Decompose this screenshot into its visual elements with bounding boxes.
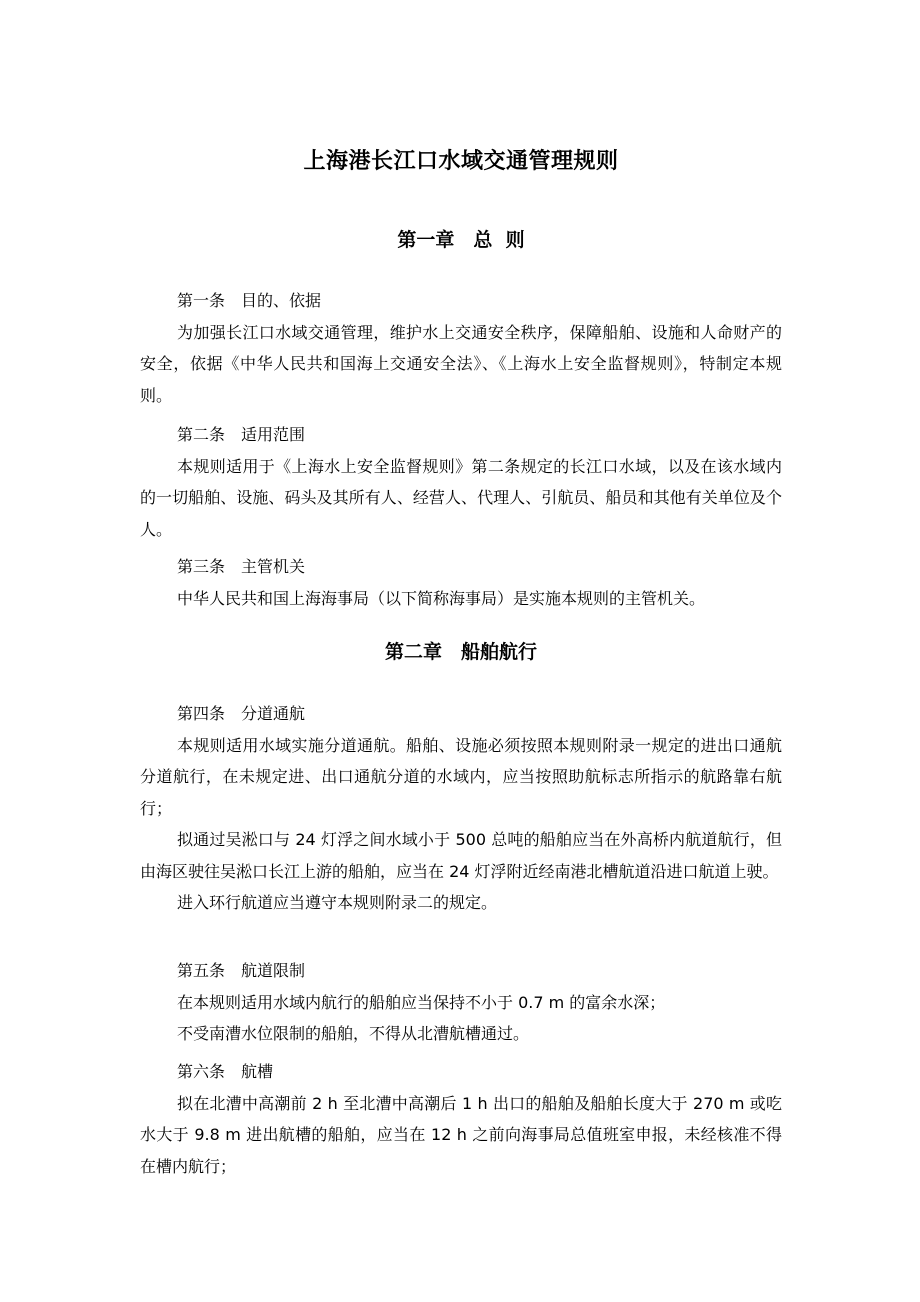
article-paragraph: 进入环行航道应当遵守本规则附录二的规定。 (177, 893, 498, 912)
document-title: 上海港长江口水域交通管理规则 (303, 149, 619, 174)
article-heading: 第四条 分道通航 (177, 704, 306, 723)
article-paragraph: 拟通过吴淞口与 24 灯浮之间水域小于 500 总吨的船舶应当在外高桥内航道航行，但由海区驶往吴淞口长江上游的船舶，应当在 24 灯浮附近经南港北槽航道沿进口航道上驶。 (140, 830, 782, 881)
article-2 (140, 419, 782, 545)
article-3 (140, 551, 782, 614)
article-paragraph: 不受南漕水位限制的船舶，不得从北漕航槽通过。 (177, 1024, 530, 1043)
article-paragraph: 拟在北漕中高潮前 2 h 至北漕中高潮后 1 h 出口的船舶及船舶长度大于 270 m 或吃水大于 9.8 m 进出航槽的船舶，应当在 12 h 之前向海事局总值班室申报，未经核准不得在槽内航行； (140, 1093, 782, 1176)
chapter-heading: 第一章 总 则 (397, 229, 525, 251)
article-heading: 第六条 航槽 (177, 1062, 274, 1081)
article-paragraph: 在本规则适用水域内航行的船舶应当保持不小于 0.7 m 的富余水深； (177, 992, 666, 1012)
article-heading: 第五条 航道限制 (177, 961, 306, 980)
article-6 (140, 1056, 782, 1182)
chapter-heading: 第二章 船舶航行 (384, 641, 537, 663)
article-heading: 第一条 目的、依据 (177, 291, 322, 310)
article-heading: 第二条 适用范围 (177, 425, 306, 444)
article-paragraph: 本规则适用水域实施分道通航。船舶、设施必须按照本规则附录一规定的进出口通航分道航行，在未规定进、出口通航分道的水域内，应当按照助航标志所指示的航路靠右航行； (140, 735, 782, 818)
article-heading: 第三条 主管机关 (177, 557, 306, 576)
article-paragraph: 中华人民共和国上海海事局（以下简称海事局）是实施本规则的主管机关。 (177, 588, 706, 608)
article-1 (140, 285, 782, 411)
article-5 (140, 955, 782, 1050)
article-paragraph: 本规则适用于《上海水上安全监督规则》第二条规定的长江口水域，以及在该水域内的一切船舶、设施、码头及其所有人、经营人、代理人、引航员、船员和其他有关单位及个人。 (140, 456, 782, 539)
article-paragraph: 为加强长江口水域交通管理，维护水上交通安全秩序，保障船舶、设施和人命财产的安全，依据《中华人民共和国海上交通安全法》、《上海水上安全监督规则》，特制定本规则。 (140, 322, 782, 405)
article-4 (140, 698, 782, 919)
